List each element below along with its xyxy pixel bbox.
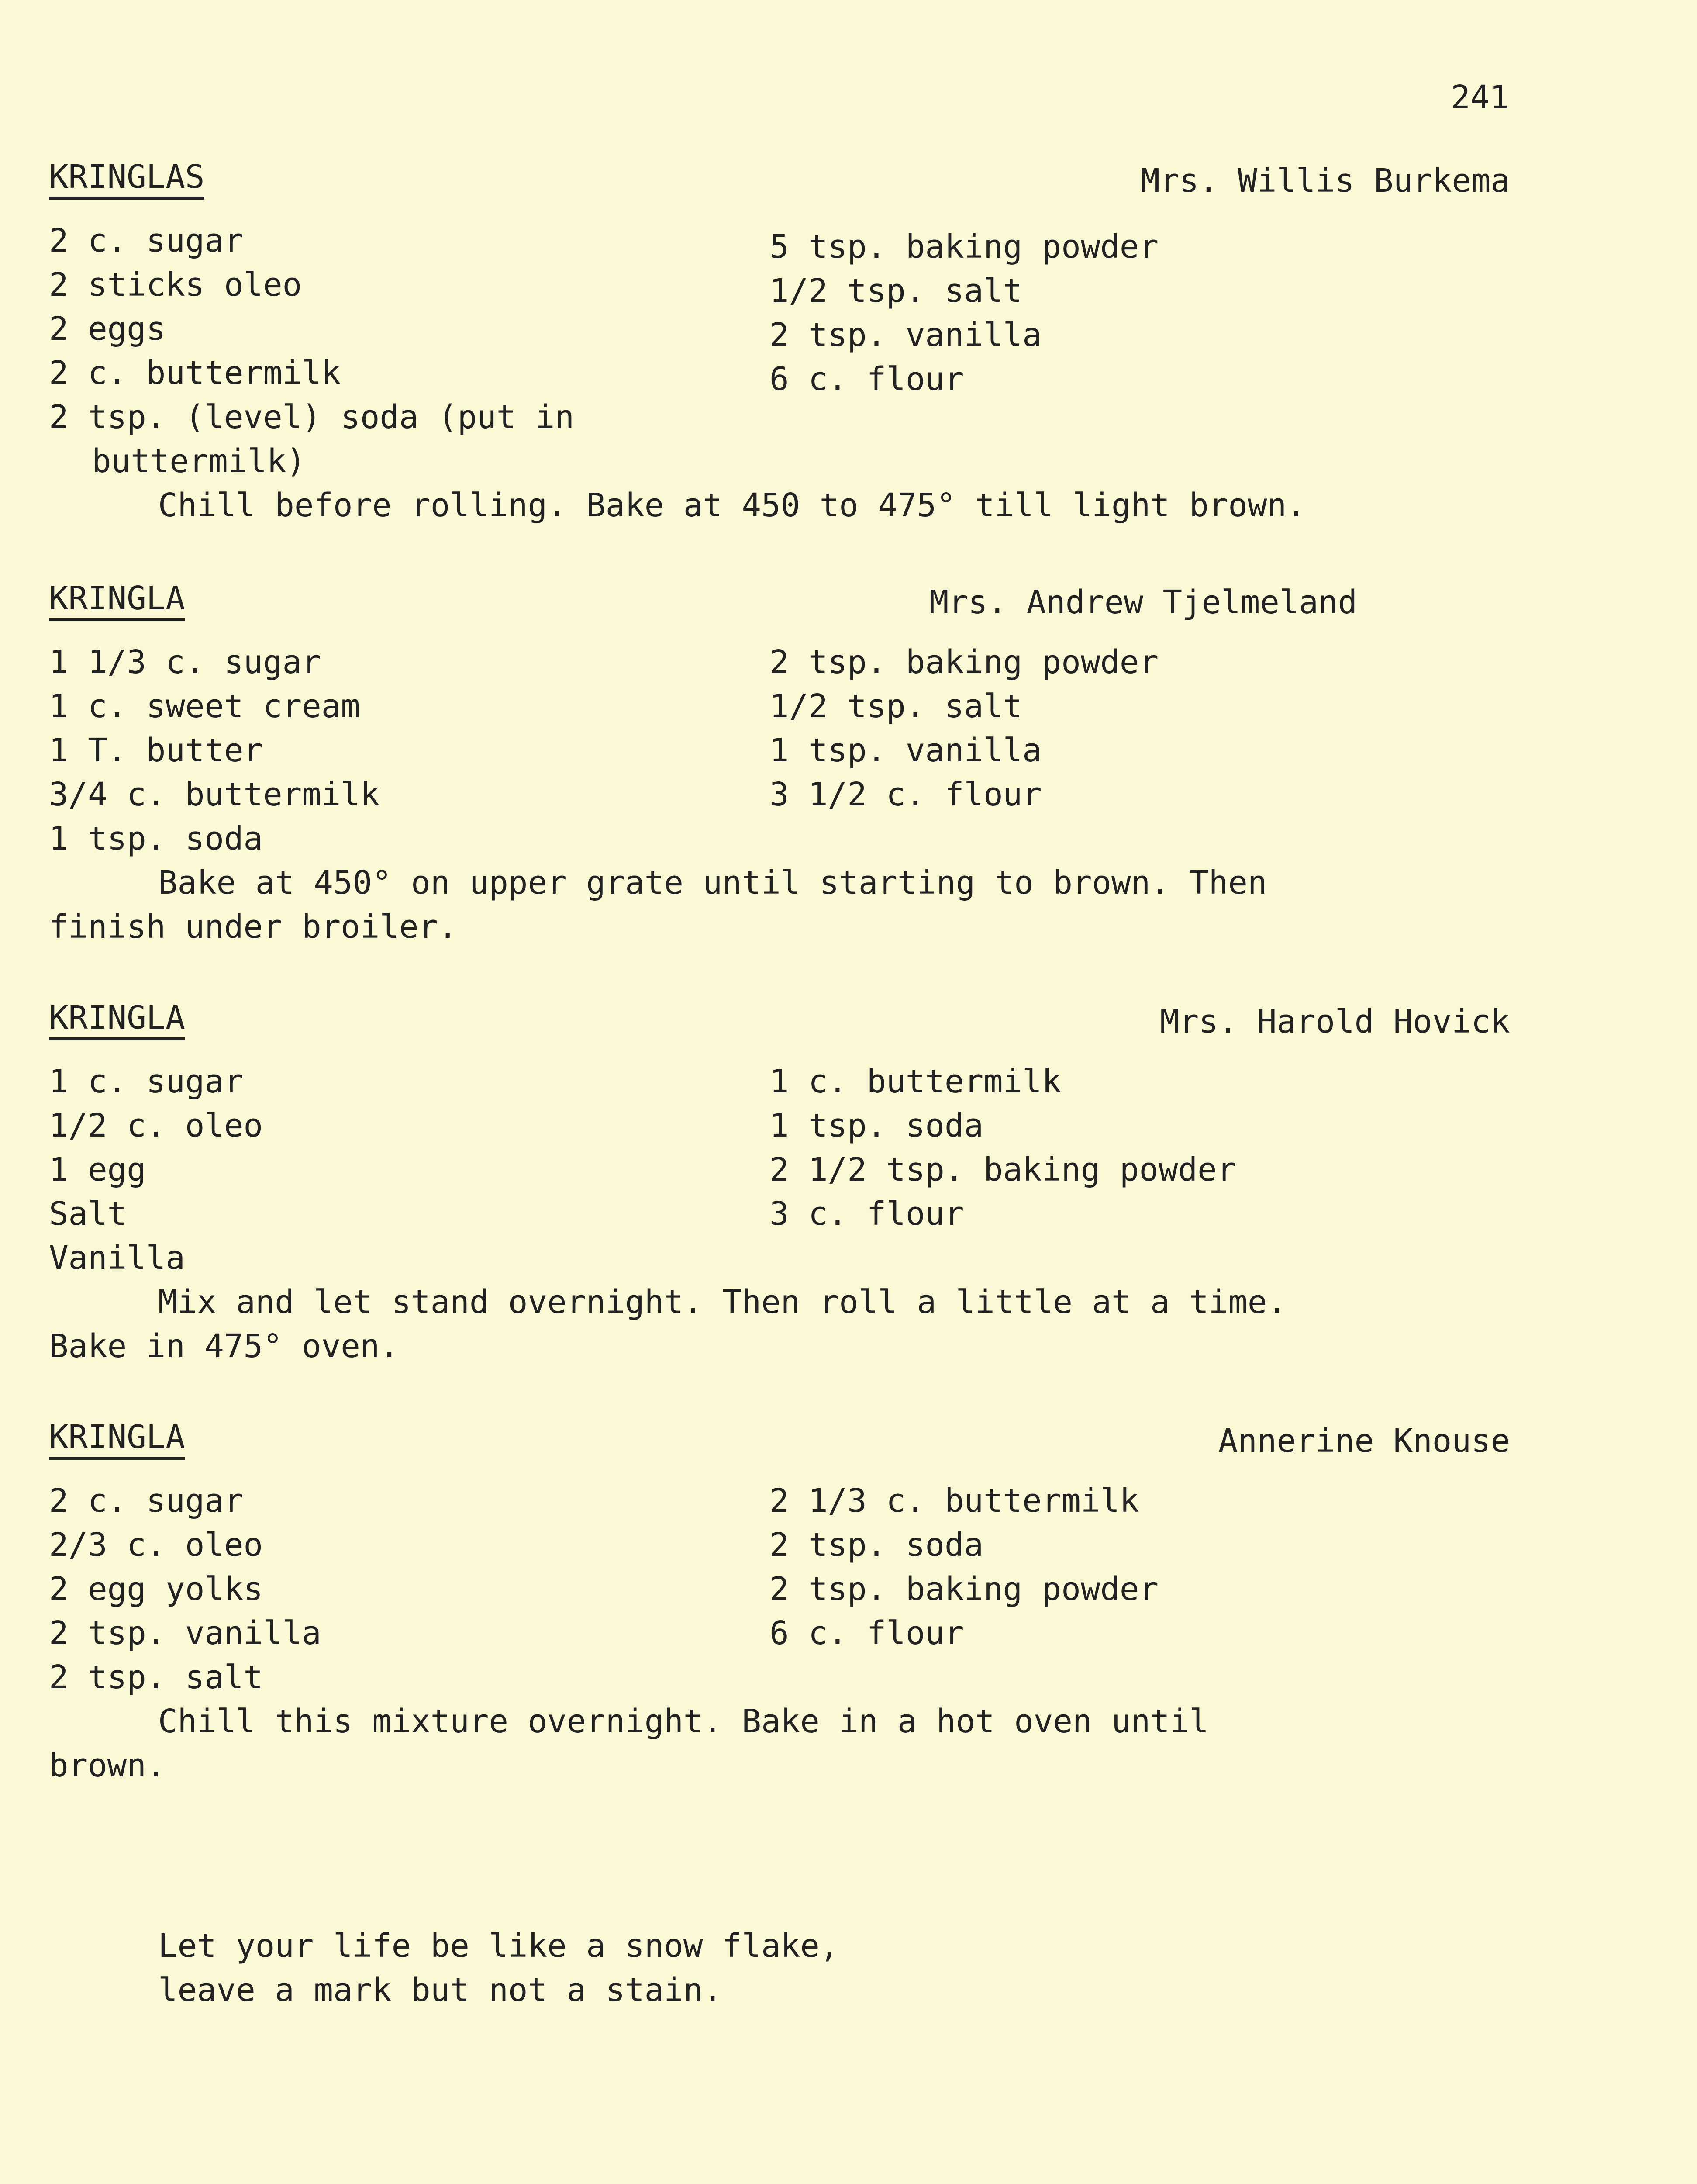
ingredient-line: 2 tsp. baking powder [769,643,1159,681]
instruction-line: Chill this mixture overnight. Bake in a hot oven until [158,1703,1209,1741]
recipe-title: KRINGLA [49,1420,185,1460]
ingredient-line: 2 tsp. soda [769,1526,984,1564]
ingredient-line: 3/4 c. buttermilk [49,776,380,814]
recipe-instructions [49,1280,1510,1368]
ingredient-line: 2 c. sugar [49,1482,244,1520]
recipe-instructions [49,484,1510,528]
ingredient-line: 3 c. flour [769,1195,964,1233]
instruction-line: Chill before rolling. Bake at 450 to 475° till light brown. [158,487,1306,525]
instruction-line: brown. [49,1747,166,1785]
ingredient-columns [49,1060,1510,1280]
ingredient-line: buttermilk) [92,442,306,480]
ingredient-line: 6 c. flour [769,360,964,398]
recipe-instructions [49,1700,1510,1788]
ingredient-line: 2 c. buttermilk [49,354,341,392]
ingredients-left [49,640,769,861]
ingredient-line: 1 tsp. vanilla [769,732,1042,770]
ingredients-right [769,640,1381,861]
ingredient-line: Vanilla [49,1239,185,1277]
recipe-author: Mrs. Willis Burkema [1140,162,1510,200]
ingredient-line: 1/2 c. oleo [49,1107,263,1145]
quote-line: leave a mark but not a stain. [158,1971,723,2009]
ingredients-left [49,1479,769,1700]
ingredient-line: 1/2 tsp. salt [769,272,1023,310]
ingredient-line: 3 1/2 c. flour [769,776,1042,814]
instruction-line: finish under broiler. [49,908,458,946]
instruction-line: Bake in 475° oven. [49,1327,399,1365]
ingredients-right [769,219,1381,484]
ingredient-line: 1 tsp. soda [769,1107,984,1145]
ingredient-line: 2 tsp. baking powder [769,1570,1159,1608]
ingredient-line: 1 T. butter [49,732,263,770]
recipe-author: Mrs. Andrew Tjelmeland [929,584,1357,621]
ingredient-line: 5 tsp. baking powder [769,228,1159,266]
ingredient-line: 2 eggs [49,310,166,348]
recipe-kringla-knouse [49,1420,1510,1788]
ingredient-line: 2 tsp. (level) soda (put in [49,398,574,436]
ingredients-right [769,1060,1381,1280]
instruction-line: Bake at 450° on upper grate until starting to brown. Then [158,864,1267,902]
ingredient-columns [49,1479,1510,1700]
recipe-title: KRINGLA [49,581,185,621]
ingredient-line: 2 egg yolks [49,1570,263,1608]
ingredient-line: 2/3 c. oleo [49,1526,263,1564]
quote-line: Let your life be like a snow flake, [158,1927,839,1965]
recipe-author: Annerine Knouse [1218,1422,1510,1460]
ingredient-line: 6 c. flour [769,1614,964,1652]
ingredient-line: 2 1/2 tsp. baking powder [769,1151,1237,1189]
ingredient-line: 1 1/3 c. sugar [49,643,321,681]
recipe-kringlas [49,159,1510,528]
ingredient-line: 1 egg [49,1151,146,1189]
recipe-instructions [49,861,1510,949]
ingredients-left [49,219,769,484]
ingredient-columns [49,640,1510,861]
ingredient-line: 1 c. sweet cream [49,688,360,726]
recipe-author: Mrs. Harold Hovick [1160,1003,1510,1040]
ingredient-line: 2 1/3 c. buttermilk [769,1482,1139,1520]
page-number: 241 [1451,79,1509,116]
instruction-line: Mix and let stand overnight. Then roll a little at a time. [158,1283,1287,1321]
ingredients-left [49,1060,769,1280]
closing-quote [158,1924,839,2012]
ingredient-line: Salt [49,1195,127,1233]
ingredients-right [769,1479,1381,1700]
ingredient-line: 2 tsp. salt [49,1659,263,1697]
ingredient-line: 1/2 tsp. salt [769,688,1023,726]
recipe-title: KRINGLAS [49,159,204,200]
ingredient-line: 2 tsp. vanilla [769,316,1042,354]
ingredient-line: 2 sticks oleo [49,266,302,304]
ingredient-line: 1 c. sugar [49,1063,244,1101]
recipe-kringla-hovick [49,1000,1510,1368]
ingredient-line: 2 tsp. vanilla [49,1614,321,1652]
ingredient-line: 2 c. sugar [49,222,244,260]
ingredient-line: 1 c. buttermilk [769,1063,1062,1101]
recipe-kringla-tjelmeland [49,581,1510,949]
ingredient-line: 1 tsp. soda [49,820,263,858]
ingredient-columns [49,219,1510,484]
recipe-title: KRINGLA [49,1000,185,1040]
